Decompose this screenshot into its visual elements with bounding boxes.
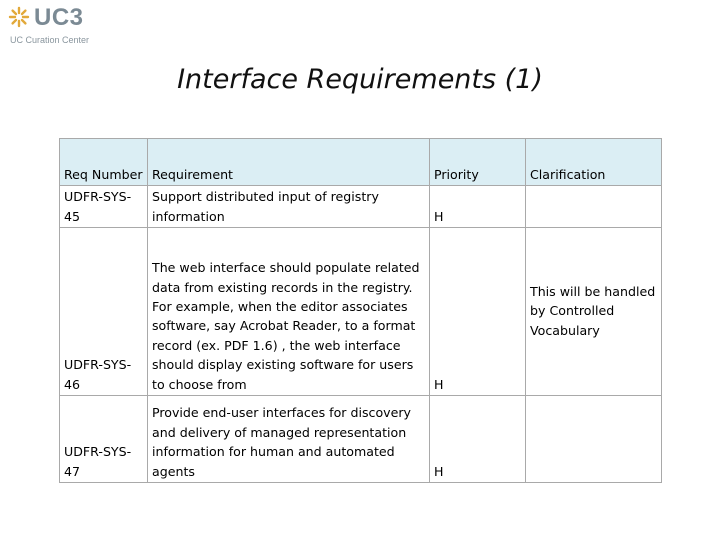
table-header-row	[60, 139, 662, 186]
cell-requirement: Support distributed input of registry information	[148, 186, 430, 228]
cell-requirement: The web interface should populate related data from existing records in the registry. For example, when the editor associates software, say Acrobat Reader, to a format record (ex. PDF 1.6) , the web interface should display existing software for users to choose from	[148, 228, 430, 396]
table-row	[60, 396, 662, 483]
table-row	[60, 186, 662, 228]
cell-req-number: UDFR-SYS-46	[60, 228, 148, 396]
sunburst-icon	[8, 6, 30, 28]
cell-clarification: This will be handled by Controlled Vocabulary	[526, 228, 662, 396]
header-req-number: Req Number	[60, 139, 148, 186]
table-row	[60, 228, 662, 396]
header-clarification: Clarification	[526, 139, 662, 186]
cell-req-number: UDFR-SYS-47	[60, 396, 148, 483]
cell-priority: H	[430, 186, 526, 228]
logo-subtitle: UC Curation Center	[10, 35, 90, 45]
cell-priority: H	[430, 396, 526, 483]
slide-title: Interface Requirements (1)	[177, 64, 543, 95]
cell-clarification	[526, 186, 662, 228]
cell-requirement: Provide end-user interfaces for discovery and delivery of managed representation information for human and automated agents	[148, 396, 430, 483]
requirements-table	[59, 138, 662, 483]
uc3-logo	[8, 6, 108, 50]
logo-wordmark: UC3	[34, 4, 84, 31]
header-priority: Priority	[430, 139, 526, 186]
cell-priority: H	[430, 228, 526, 396]
cell-req-number: UDFR-SYS-45	[60, 186, 148, 228]
cell-clarification	[526, 396, 662, 483]
header-requirement: Requirement	[148, 139, 430, 186]
